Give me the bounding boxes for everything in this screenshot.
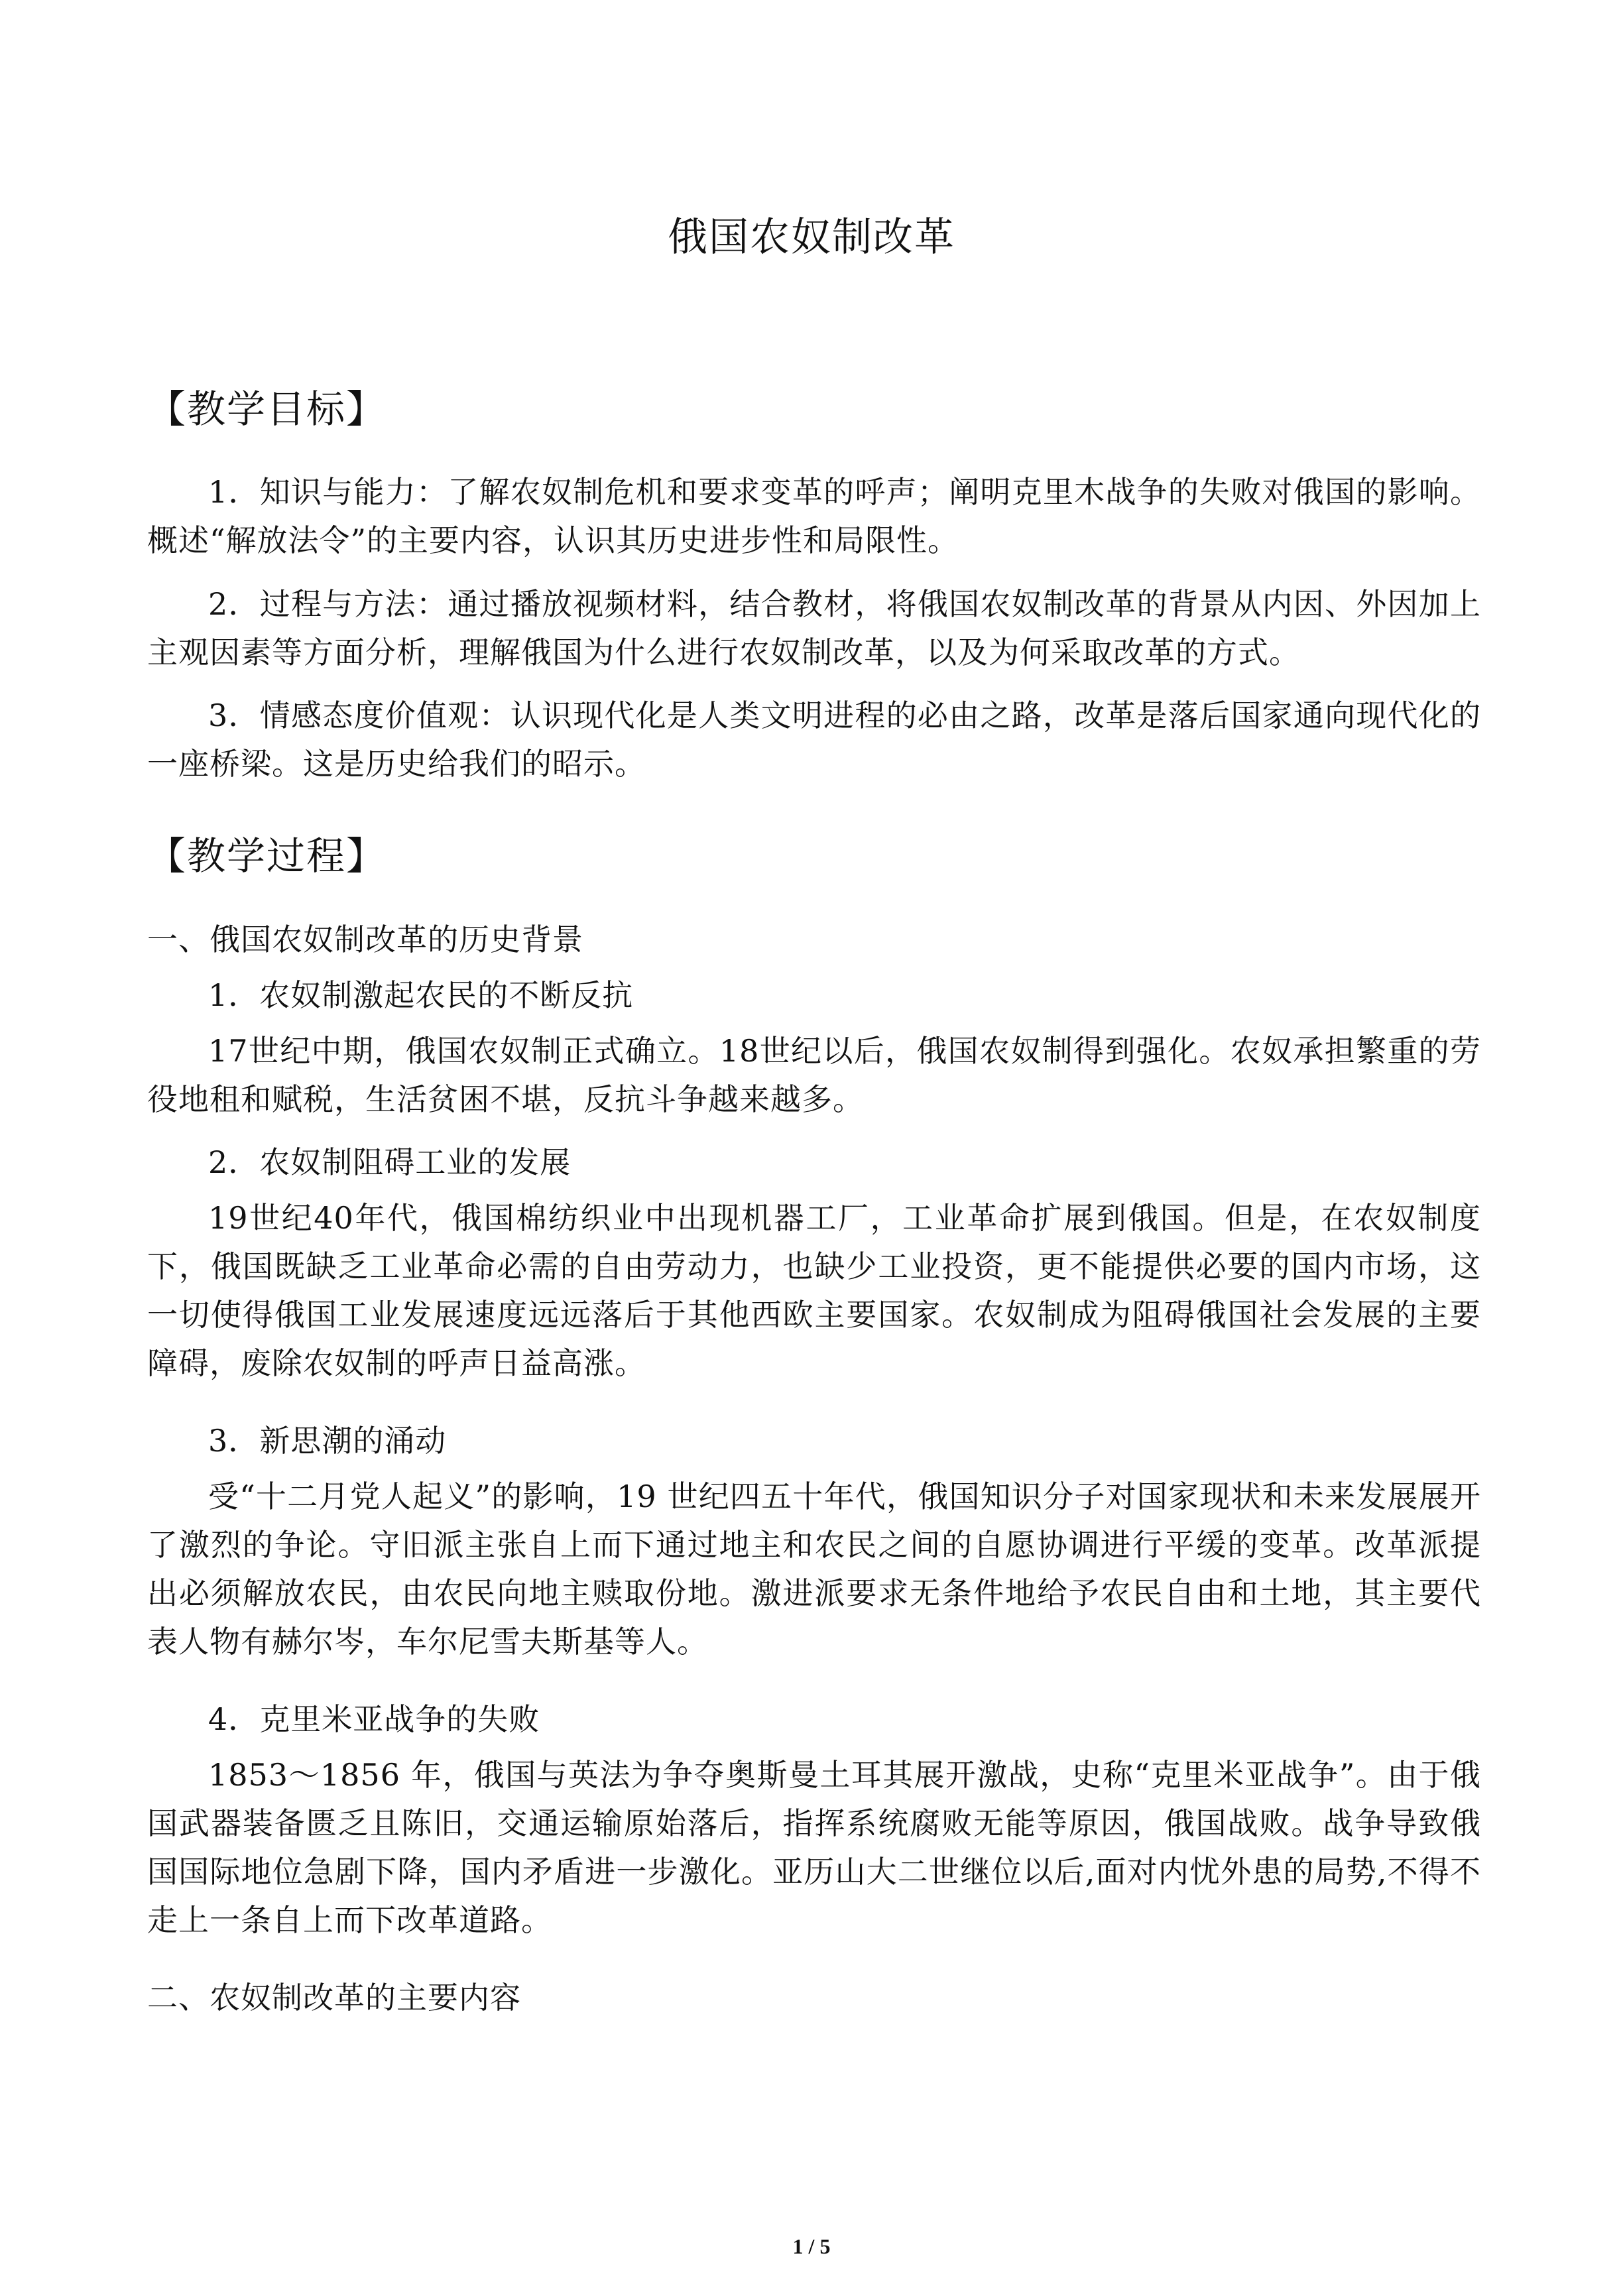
process-heading: 【教学过程】 <box>147 833 387 878</box>
sub4-text: 1853～1856 年，俄国与英法为争夺奥斯曼土耳其展开激战，史称“克里米亚战争”。由于俄国武器装备匮乏且陈旧，交通运输原始落后，指挥系统腐败无能等原因，俄国战败。战争导致俄国国际地位急剧下降，国内矛盾进一步激化。亚历山大二世继位以后,面对内忧外患的局势,不得不走上一条自上而下改革道路。 <box>147 1757 1481 1938</box>
objective-item-3: 3．情感态度价值观：认识现代化是人类文明进程的必由之路，改革是落后国家通向现代化的一座桥梁。这是历史给我们的昭示。 <box>147 697 1481 782</box>
objective-item-2: 2．过程与方法：通过播放视频材料，结合教材，将俄国农奴制改革的背景从内因、外因加上主观因素等方面分析，理解俄国为什么进行农奴制改革，以及为何采取改革的方式。 <box>147 586 1481 670</box>
part2-title: 二、农奴制改革的主要内容 <box>147 1980 521 2016</box>
objective-item-1: 1．知识与能力：了解农奴制危机和要求变革的呼声；阐明克里木战争的失败对俄国的影响。概述“解放法令”的主要内容，认识其历史进步性和局限性。 <box>147 474 1481 558</box>
sub3-title: 3．新思潮的涌动 <box>208 1423 447 1459</box>
part1-title: 一、俄国农奴制改革的历史背景 <box>147 922 583 957</box>
sub2-text: 19世纪40年代，俄国棉纺织业中出现机器工厂，工业革命扩展到俄国。但是，在农奴制度下，俄国既缺乏工业革命必需的自由劳动力，也缺少工业投资，更不能提供必要的国内市场，这一切使得俄国工业发展速度远远落后于其他西欧主要国家。农奴制成为阻碍俄国社会发展的主要障碍，废除农奴制的呼声日益高涨。 <box>147 1200 1481 1381</box>
sub1-text: 17世纪中期，俄国农奴制正式确立。18世纪以后，俄国农奴制得到强化。农奴承担繁重的劳役地租和赋税，生活贫困不堪，反抗斗争越来越多。 <box>147 1033 1481 1117</box>
page-number: 1 / 5 <box>792 2234 831 2258</box>
sub4-title: 4．克里米亚战争的失败 <box>208 1701 540 1737</box>
sub1-title: 1．农奴制激起农民的不断反抗 <box>208 977 634 1013</box>
objectives-heading: 【教学目标】 <box>147 387 387 432</box>
sub2-title: 2．农奴制阻碍工业的发展 <box>208 1144 571 1180</box>
page-title: 俄国农奴制改革 <box>668 214 955 261</box>
sub3-text: 受“十二月党人起义”的影响，19 世纪四五十年代，俄国知识分子对国家现状和未来发展展开了激烈的争论。守旧派主张自上而下通过地主和农民之间的自愿协调进行平缓的变革。改革派提出必须解放农民，由农民向地主赎取份地。激进派要求无条件地给予农民自由和土地，其主要代表人物有赫尔岑，车尔尼雪夫斯基等人。 <box>147 1479 1481 1660</box>
